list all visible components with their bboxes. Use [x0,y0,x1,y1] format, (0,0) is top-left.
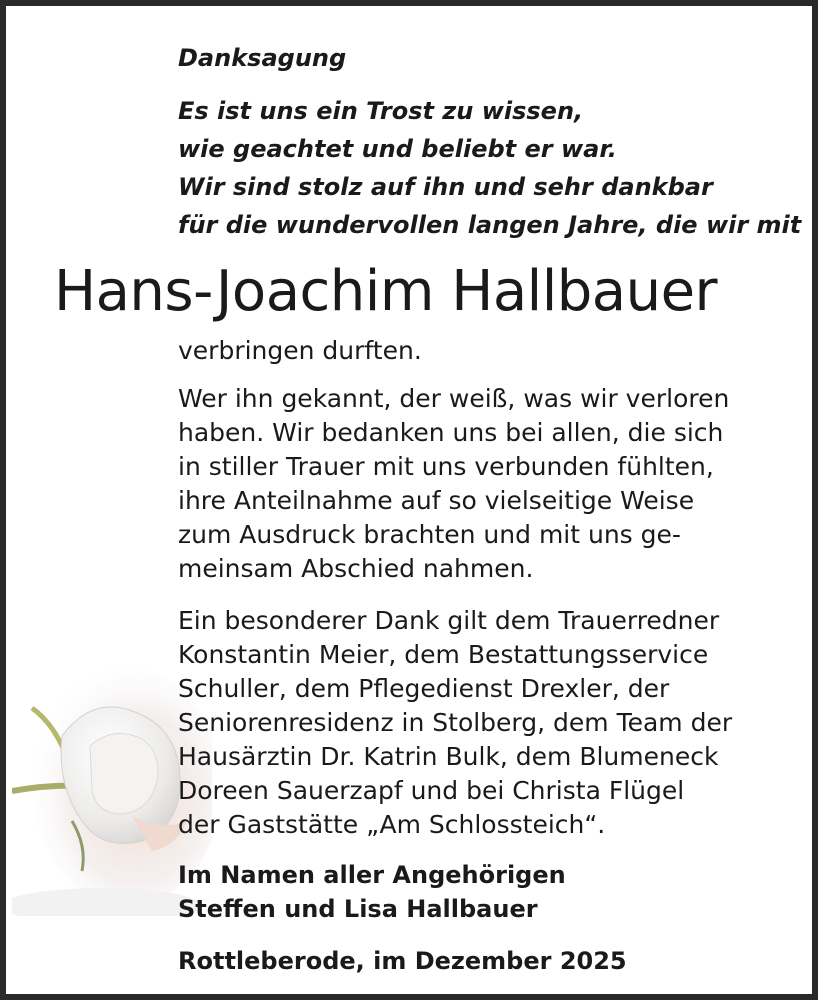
text-line: Hausärztin Dr. Katrin Bulk, dem Blumeneck [178,742,719,771]
text-line: Doreen Sauerzapf und bei Christa Flügel [178,776,685,805]
text-line: meinsam Abschied nahmen. [178,554,534,583]
obituary-content [6,6,812,994]
place-date: Rottleberode, im Dezember 2025 [178,947,627,975]
text-line: der Gaststätte „Am Schlossteich“. [178,810,606,839]
text-line: haben. Wir bedanken uns bei allen, die sich [178,418,724,447]
text-line: verbringen durften. [178,336,422,365]
text-line: Seniorenresidenz in Stolberg, dem Team der [178,708,733,737]
paragraph-special-thanks [178,604,732,842]
paragraph-continuation [178,334,422,368]
signoff-line: Steffen und Lisa Hallbauer [178,895,538,923]
text-line: in stiller Trauer mit uns verbunden fühlten, [178,452,714,481]
text-line: ihre Anteilnahme auf so vielseitige Weise [178,486,695,515]
poem [178,92,801,244]
text-line: zum Ausdruck brachten und mit uns ge- [178,520,681,549]
text-line: Ein besonderer Dank gilt dem Trauerredner [178,606,720,635]
text-line: Konstantin Meier, dem Bestattungsservice [178,640,709,669]
poem-line: wie geachtet und beliebt er war. [178,135,617,163]
signoff [178,858,566,926]
heading: Danksagung [178,44,347,72]
poem-line: Wir sind stolz auf ihn und sehr dankbar [178,173,713,201]
text-line: Wer ihn gekannt, der weiß, was wir verloren [178,384,730,413]
signoff-line: Im Namen aller Angehörigen [178,861,566,889]
deceased-name: Hans-Joachim Hallbauer [54,259,718,324]
text-line: Schuller, dem Pflegedienst Drexler, der [178,674,670,703]
poem-line: Es ist uns ein Trost zu wissen, [178,97,584,125]
paragraph-thanks [178,382,729,586]
poem-line: für die wundervollen langen Jahre, die wir mit [178,211,802,239]
